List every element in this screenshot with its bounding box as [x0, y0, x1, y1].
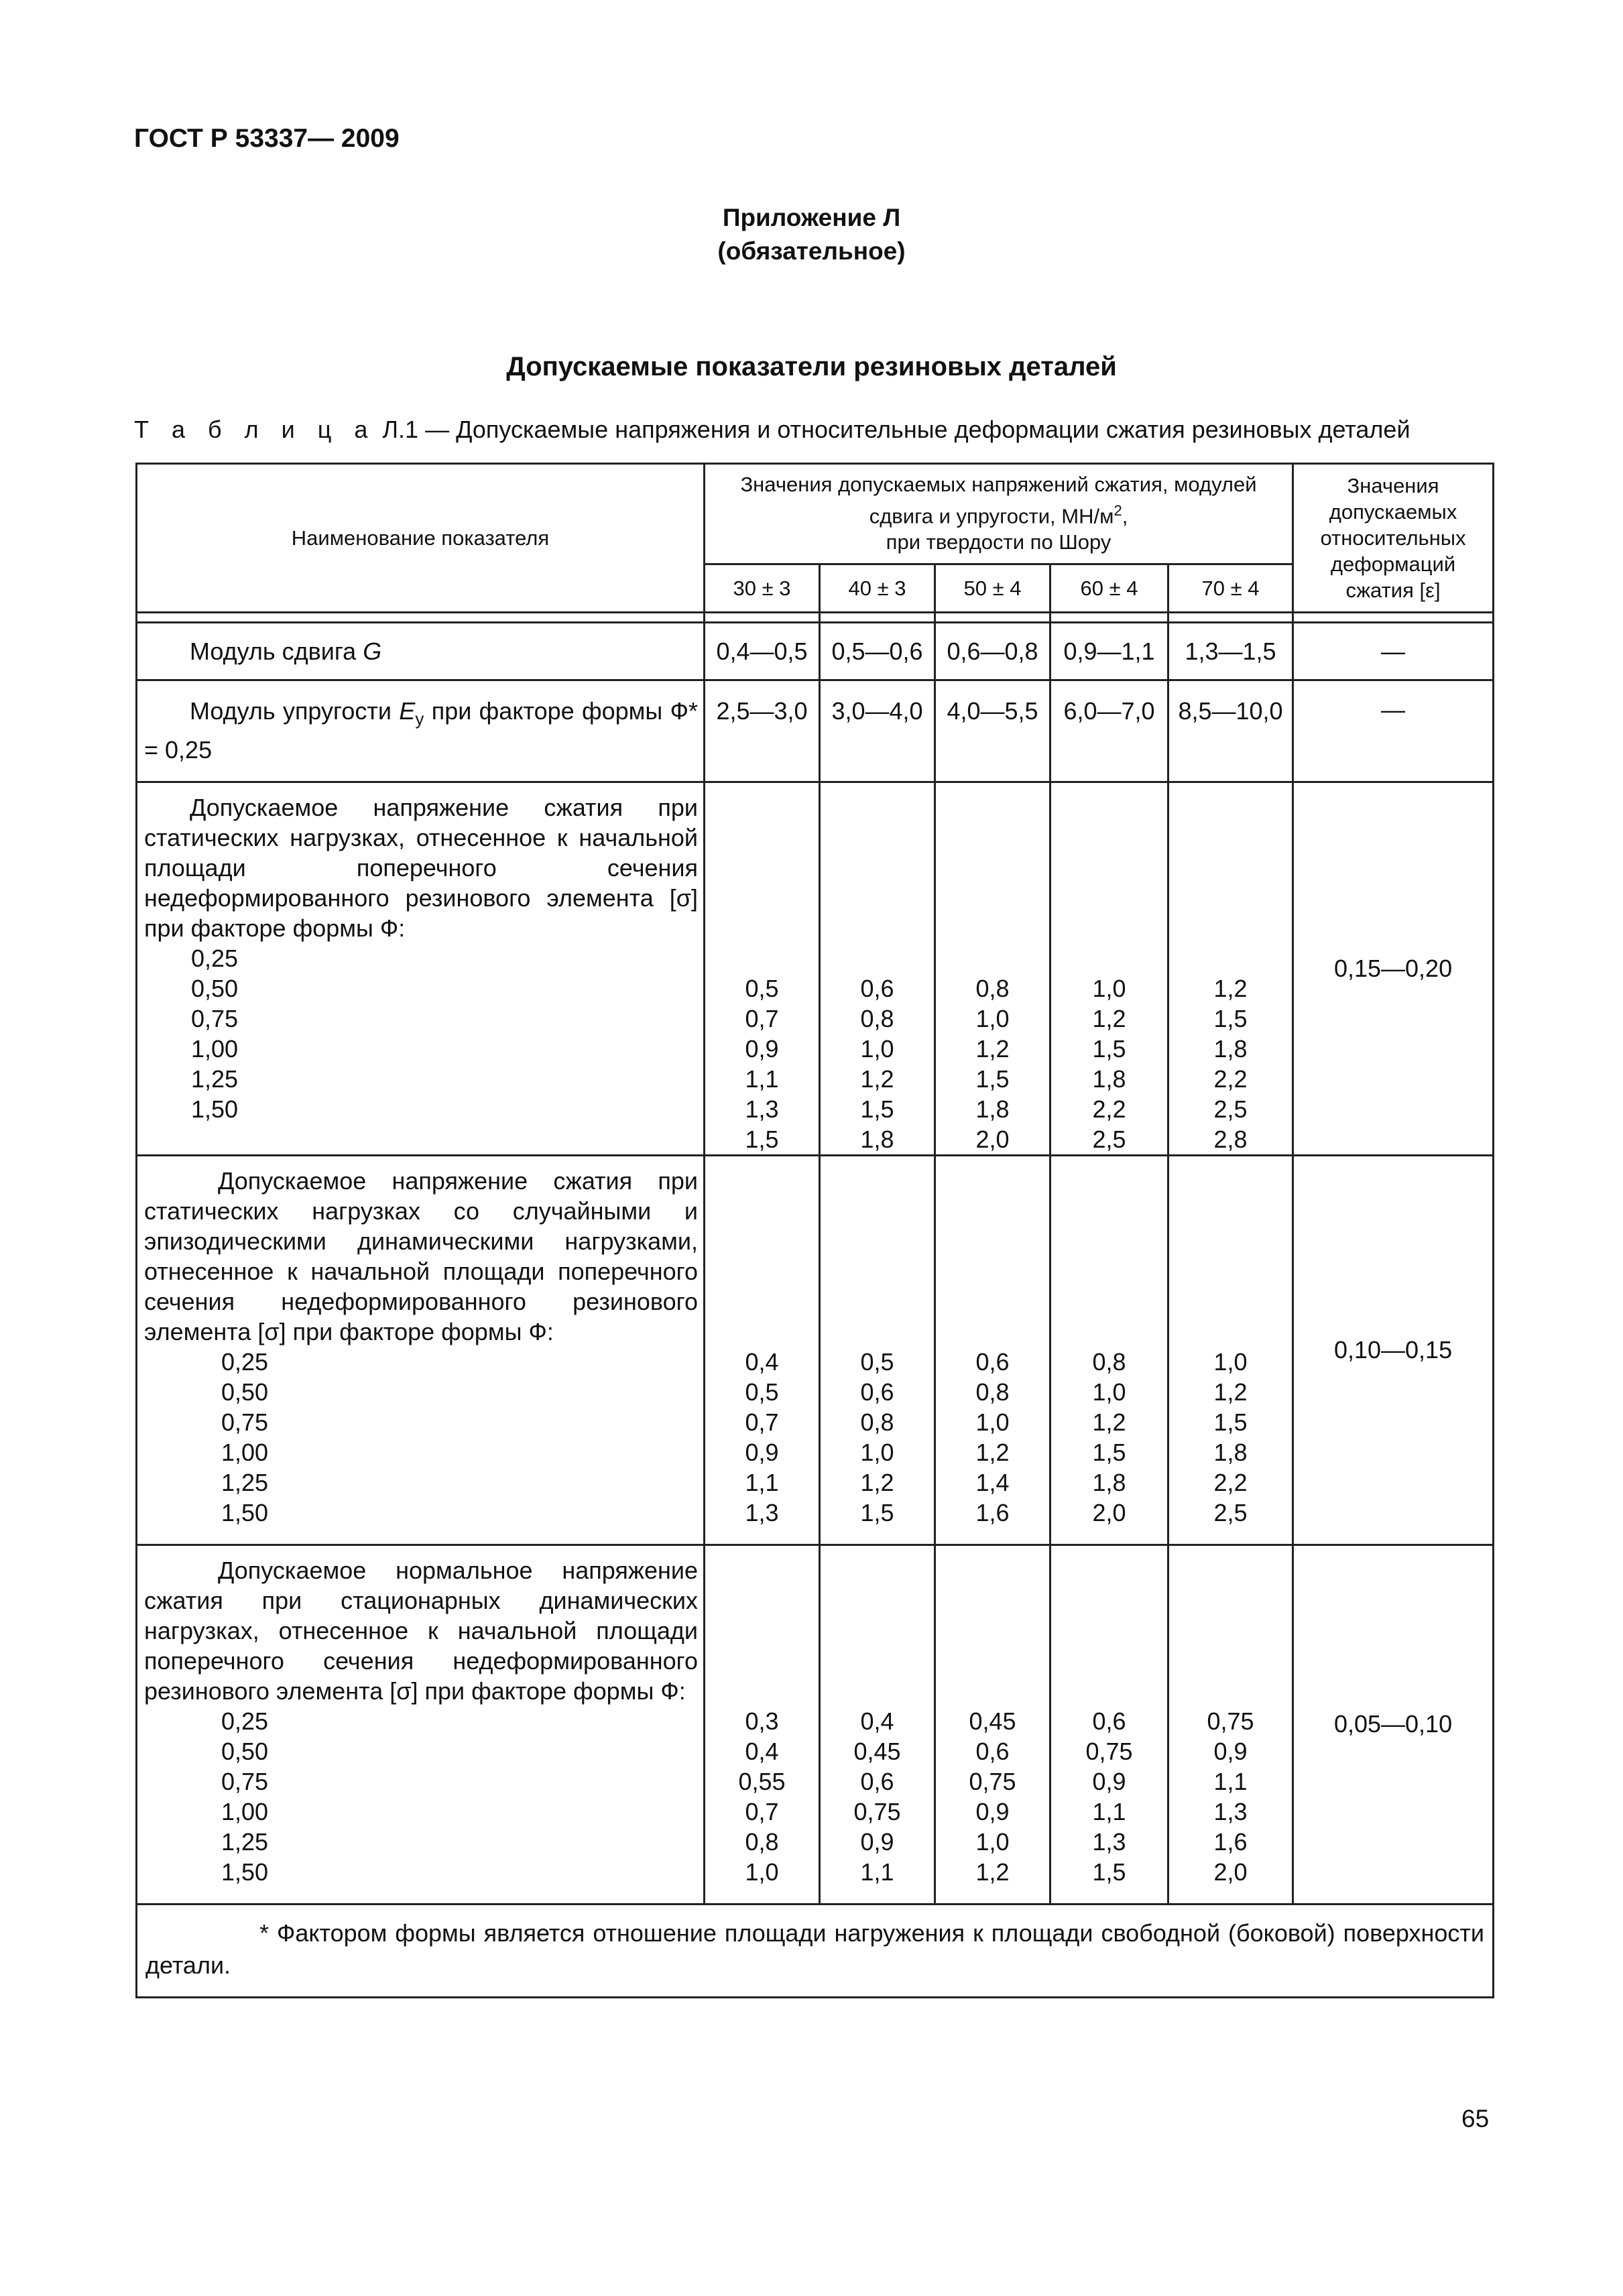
document-code: ГОСТ Р 53337— 2009 [134, 124, 400, 153]
value-column: 0,5 0,7 0,9 1,1 1,3 1,5 [705, 782, 820, 1155]
stress-table [135, 463, 1494, 1998]
footnote-text: * Фактором формы является отношение площади нагружения к площади свободной (боковой) поверхности детали. [145, 1919, 1485, 1979]
shape-factor-list: 0,25 0,50 0,75 1,00 1,25 1,50 [221, 1347, 269, 1526]
strain-cell: — [1293, 623, 1494, 680]
value-cell: 6,0—7,0 [1050, 680, 1168, 782]
value-column: 0,8 1,0 1,2 1,5 1,8 2,0 [1050, 1155, 1168, 1545]
row-label-shear: Модуль сдвига G [137, 623, 705, 680]
table-row-static [137, 782, 1494, 1155]
table-footnote-row [137, 1904, 1494, 1997]
header-values-line3: при твердости по Шору [886, 530, 1111, 554]
value-cell: 0,4—0,5 [705, 623, 820, 680]
appendix-title: Приложение Л [722, 204, 901, 231]
hardness-cell: 60 ± 4 [1050, 564, 1168, 613]
row-label-static-text: Допускаемое напряжение сжатия при статических нагрузках, отнесенное к начальной площади поперечного сечения недеформированного резинового элемента [σ] при факторе формы Ф: [144, 793, 698, 942]
row-label-episodic [137, 1155, 705, 1545]
value-column: 0,6 0,8 1,0 1,2 1,4 1,6 [935, 1155, 1050, 1545]
shape-factor-list: 0,25 0,50 0,75 1,00 1,25 1,50 [191, 944, 239, 1123]
shape-factor-list: 0,25 0,50 0,75 1,00 1,25 1,50 [221, 1707, 269, 1886]
table-footnote [137, 1904, 1494, 1997]
value-column: 0,4 0,5 0,7 0,9 1,1 1,3 [705, 1155, 820, 1545]
header-values-text: Значения допускаемых напряжений сжатия, модулей сдвига и упругости, МН/м [740, 473, 1257, 528]
header-name-column: Наименование показателя [137, 464, 705, 613]
table-row-elastic [137, 680, 1494, 782]
value-cell: 8,5—10,0 [1168, 680, 1293, 782]
header-values-tail: , [1122, 504, 1128, 528]
value-column: 1,0 1,2 1,5 1,8 2,2 2,5 [1050, 782, 1168, 1155]
value-cell: 1,3—1,5 [1168, 623, 1293, 680]
value-column: 0,5 0,6 0,8 1,0 1,2 1,5 [820, 1155, 935, 1545]
table-caption-label: Т а б л и ц а [134, 416, 376, 443]
strain-cell: 0,15—0,20 [1293, 782, 1494, 1155]
section-title: Допускаемые показатели резиновых деталей [506, 352, 1117, 381]
value-cell: 2,5—3,0 [705, 680, 820, 782]
page-number: 65 [1461, 2105, 1490, 2132]
value-column: 0,45 0,6 0,75 0,9 1,0 1,2 [935, 1545, 1050, 1904]
appendix-status: (обязательное) [717, 237, 906, 265]
header-strain-column: Значения допускаемых относительных деформаций сжатия [ε] [1293, 464, 1494, 613]
table-row-episodic [137, 1155, 1494, 1545]
value-cell: 0,9—1,1 [1050, 623, 1168, 680]
value-column: 0,6 0,75 0,9 1,1 1,3 1,5 [1050, 1545, 1168, 1904]
row-label-dynamic-text: Допускаемое нормальное напряжение сжатия при стационарных динамических нагрузках, отнесенное к начальной площади поперечного сечения недеформированного резинового элемента [σ] при факторе формы Ф: [144, 1556, 698, 1705]
value-column: 0,6 0,8 1,0 1,2 1,5 1,8 [820, 782, 935, 1155]
strain-cell: — [1293, 680, 1494, 782]
value-column: 1,2 1,5 1,8 2,2 2,5 2,8 [1168, 782, 1293, 1155]
value-cell: 0,6—0,8 [935, 623, 1050, 680]
appendix-heading [0, 201, 1623, 268]
row-label-dynamic [137, 1545, 705, 1904]
header-values-column [705, 464, 1293, 564]
hardness-cell: 70 ± 4 [1168, 564, 1293, 613]
row-label-static [137, 782, 705, 1155]
value-column: 0,8 1,0 1,2 1,5 1,8 2,0 [935, 782, 1050, 1155]
table-row-shear [137, 623, 1494, 680]
hardness-cell: 40 ± 3 [820, 564, 935, 613]
header-row [137, 464, 1494, 564]
value-column: 0,75 0,9 1,1 1,3 1,6 2,0 [1168, 1545, 1293, 1904]
hardness-cell: 30 ± 3 [705, 564, 820, 613]
value-column: 1,0 1,2 1,5 1,8 2,2 2,5 [1168, 1155, 1293, 1545]
value-cell: 4,0—5,5 [935, 680, 1050, 782]
table-row-dynamic [137, 1545, 1494, 1904]
table-caption-text: Л.1 — Допускаемые напряжения и относительные деформации сжатия резиновых деталей [382, 416, 1410, 443]
value-cell: 0,5—0,6 [820, 623, 935, 680]
table-caption [134, 416, 1410, 444]
hardness-cell: 50 ± 4 [935, 564, 1050, 613]
value-column: 0,4 0,45 0,6 0,75 0,9 1,1 [820, 1545, 935, 1904]
strain-cell: 0,10—0,15 [1293, 1155, 1494, 1545]
value-column: 0,3 0,4 0,55 0,7 0,8 1,0 [705, 1545, 820, 1904]
row-label-elastic: Модуль упругости $E_у$ при факторе формы Ф* = 0,25 [137, 680, 705, 782]
strain-cell: 0,05—0,10 [1293, 1545, 1494, 1904]
header-values-sup: 2 [1114, 502, 1122, 519]
value-cell: 3,0—4,0 [820, 680, 935, 782]
row-label-episodic-text: Допускаемое напряжение сжатия при статических нагрузках со случайными и эпизодическими динамическими нагрузками, отнесенное к начальной площади поперечного сечения недеформированного резинового элемента [σ] при факторе формы Ф: [144, 1166, 698, 1345]
header-gap-row [137, 613, 1494, 623]
